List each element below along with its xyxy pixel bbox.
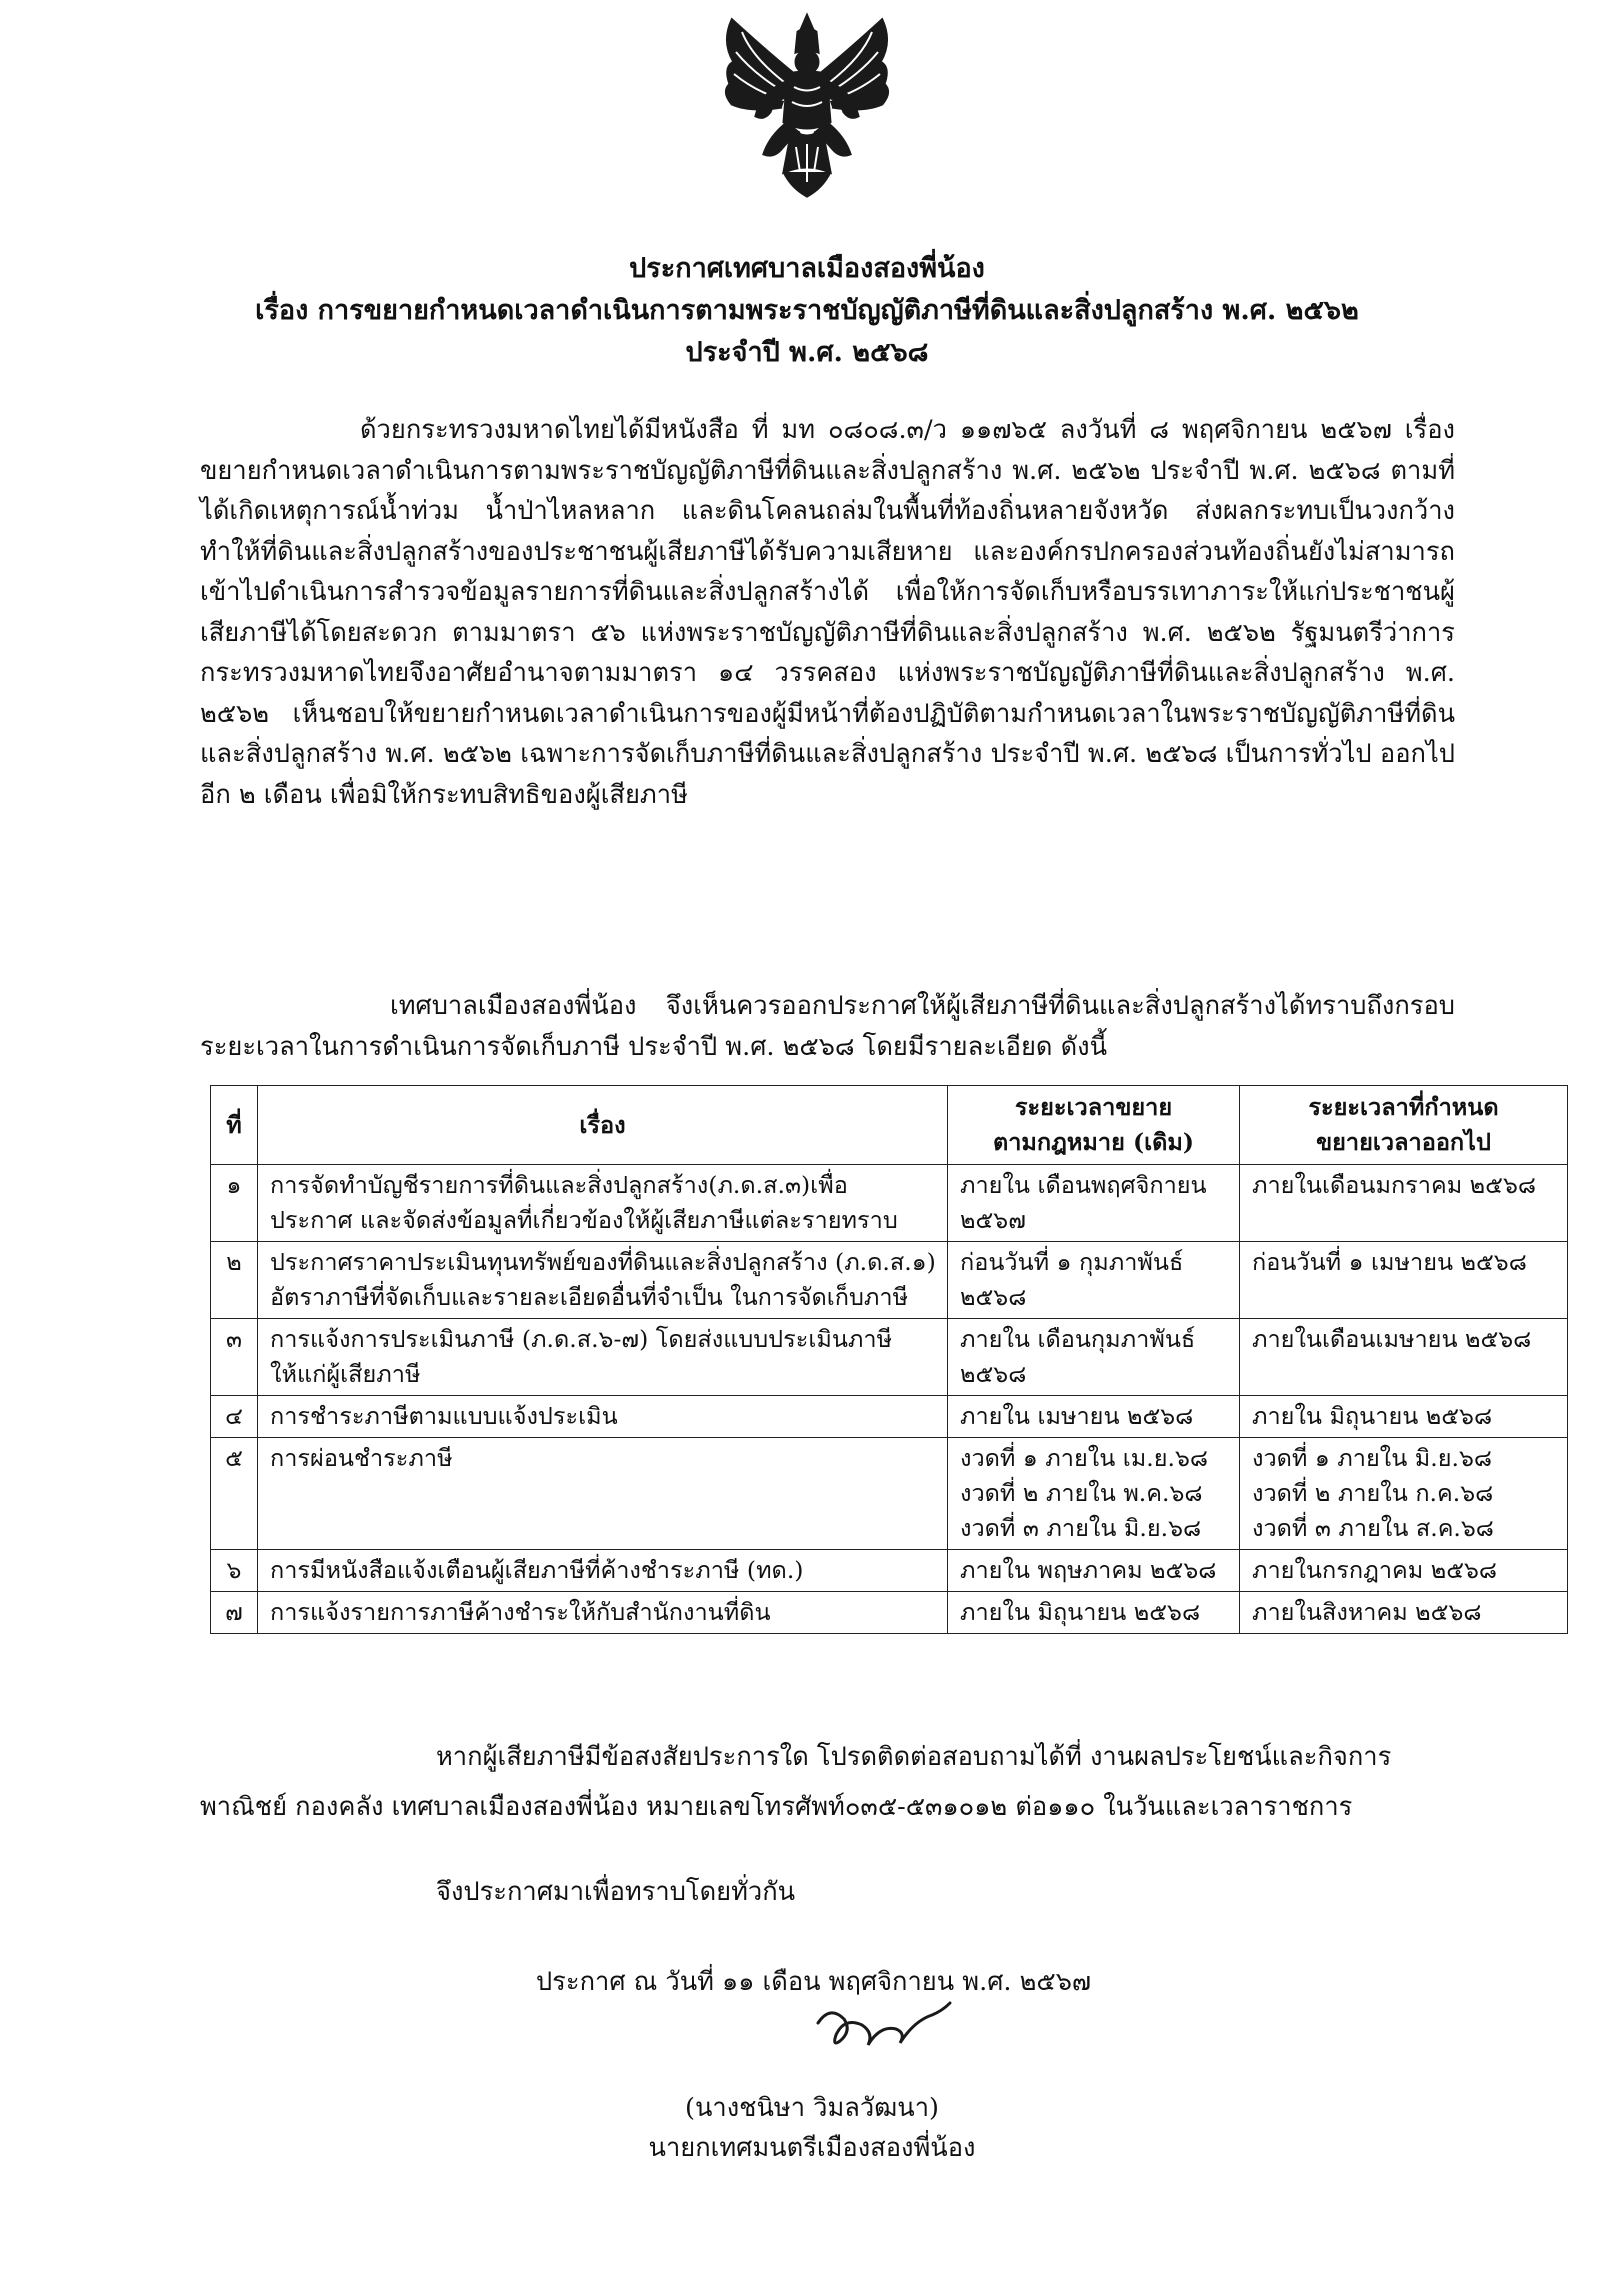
row-subject-line: ให้แก่ผู้เสียภาษี [270,1360,421,1388]
header-original-line2: ตามกฎหมาย (เดิม) [992,1128,1195,1156]
row-subject-line: ประกาศ และจัดส่งข้อมูลที่เกี่ยวข้องให้ผู้เสียภาษีแต่ละรายทราบ [270,1206,898,1234]
row-subject [258,1396,948,1438]
closing-statement: จึงประกาศมาเพื่อทราบโดยทั่วกัน [436,1877,796,1907]
row-original-period-line: ภายใน เมษายน ๒๕๖๘ [960,1402,1194,1430]
contact-line1: หากผู้เสียภาษีมีข้อสงสัยประการใด โปรดติดต่อสอบถามได้ที่ งานผลประโยชน์และกิจการ [436,1742,1392,1772]
announcement-header [0,248,1614,374]
table-row [211,1396,1568,1438]
header-extended-line2: ขยายเวลาออกไป [1316,1128,1491,1156]
header-original-line1: ระยะเวลาขยาย [1014,1093,1173,1121]
row-extended-period [1240,1396,1568,1438]
row-extended-period-line: ภายใน มิถุนายน ๒๕๖๘ [1252,1402,1493,1430]
garuda-emblem-icon [712,12,902,200]
row-original-period [948,1165,1240,1242]
announcement-fiscal-year: ประจำปี พ.ศ. ๒๕๖๘ [685,337,929,368]
row-extended-period [1240,1242,1568,1319]
row-number: ๖ [211,1550,258,1592]
row-original-period-line: ๒๕๖๘ [960,1283,1027,1311]
row-original-period [948,1550,1240,1592]
row-number: ๒ [211,1242,258,1319]
row-extended-period [1240,1592,1568,1634]
table-row [211,1319,1568,1396]
row-subject-line: ประกาศราคาประเมินทุนทรัพย์ของที่ดินและสิ่งปลูกสร้าง (ภ.ด.ส.๑) [270,1248,936,1276]
row-subject [258,1242,948,1319]
row-subject [258,1592,948,1634]
row-subject [258,1550,948,1592]
row-subject [258,1319,948,1396]
announcement-title: ประกาศเทศบาลเมืองสองพี่น้อง [629,253,985,284]
row-extended-period-line: งวดที่ ๑ ภายใน มิ.ย.๖๘ [1252,1444,1492,1472]
table-row [211,1592,1568,1634]
row-extended-period-line: งวดที่ ๓ ภายใน ส.ค.๖๘ [1252,1514,1494,1542]
paragraph-contact [200,1732,1460,1832]
row-number: ๓ [211,1319,258,1396]
handwritten-signature-icon [810,1995,960,2060]
row-extended-period-line: ภายในสิงหาคม ๒๕๖๘ [1252,1598,1482,1626]
row-extended-period-line: ภายในเดือนมกราคม ๒๕๖๘ [1252,1171,1537,1199]
announcement-subject: เรื่อง การขยายกำหนดเวลาดำเนินการตามพระราชบัญญัติภาษีที่ดินและสิ่งปลูกสร้าง พ.ศ. ๒๕๖๒ [255,295,1359,326]
row-number: ๑ [211,1165,258,1242]
paragraph-intro-schedule: เทศบาลเมืองสองพี่น้อง จึงเห็นควรออกประกาศให้ผู้เสียภาษีที่ดินและสิ่งปลูกสร้างได้ทราบถึงกรอบระยะเวลาในการดำเนินการจัดเก็บภาษี ประจำปี พ.ศ. ๒๕๖๘ โดยมีรายละเอียด ดังนี้ [200,991,1455,1062]
schedule-table-body [211,1165,1568,1634]
row-subject-line: การจัดทำบัญชีรายการที่ดินและสิ่งปลูกสร้าง(ภ.ด.ส.๓)เพื่อ [270,1171,848,1199]
row-subject-line: การผ่อนชำระภาษี [270,1444,453,1472]
table-row [211,1242,1568,1319]
row-original-period [948,1592,1240,1634]
row-original-period-line: ภายใน มิถุนายน ๒๕๖๘ [960,1598,1201,1626]
paragraph-background: ด้วยกระทรวงมหาดไทยได้มีหนังสือ ที่ มท ๐๘๐๘.๓/ว ๑๑๗๖๕ ลงวันที่ ๘ พฤศจิกายน ๒๕๖๗ เรื่องขยายกำหนดเวลาดำเนินการตามพระราชบัญญัติภาษีที่ดินและสิ่งปลูกสร้าง พ.ศ. ๒๕๖๒ ประจำปี พ.ศ. ๒๕๖๘ ตามที่ ได้เกิดเหตุการณ์น้ำท่วม น้ำป่าไหลหลาก และดินโคลนถล่มในพื้นที่ท้องถิ่นหลายจังหวัด ส่งผลกระทบเป็นวงกว้างทำให้ที่ดินและสิ่งปลูกสร้างของประชาชนผู้เสียภาษีได้รับความเสียหาย และองค์กรปกครองส่วนท้องถิ่นยังไม่สามารถเข้าไปดำเนินการสำรวจข้อมูลรายการที่ดินและสิ่งปลูกสร้างได้ เพื่อให้การจัดเก็บหรือบรรเทาภาระให้แก่ประชาชนผู้เสียภาษีได้โดยสะดวก ตามมาตรา ๕๖ แห่งพระราชบัญญัติภาษีที่ดินและสิ่งปลูกสร้าง พ.ศ. ๒๕๖๒ รัฐมนตรีว่าการกระทรวงมหาดไทยจึงอาศัยอำนาจตามมาตรา ๑๔ วรรคสอง แห่งพระราชบัญญัติภาษีที่ดินและสิ่งปลูกสร้าง พ.ศ. ๒๕๖๒ เห็นชอบให้ขยายกำหนดเวลาดำเนินการของผู้มีหน้าที่ต้องปฏิบัติตามกำหนดเวลาในพระราชบัญญัติภาษีที่ดินและสิ่งปลูกสร้าง พ.ศ. ๒๕๖๒ เฉพาะการจัดเก็บภาษีที่ดินและสิ่งปลูกสร้าง ประจำปี พ.ศ. ๒๕๖๘ เป็นการทั่วไป ออกไปอีก ๒ เดือน เพื่อมิให้กระทบสิทธิของผู้เสียภาษี [200,415,1455,810]
table-header-row [211,1086,1568,1165]
signer-name: (นางชนิษา วิมลวัฒนา) [685,2093,939,2123]
row-original-period-line: ก่อนวันที่ ๑ กุมภาพันธ์ [960,1248,1184,1276]
row-subject-line: อัตราภาษีที่จัดเก็บและรายละเอียดอื่นที่จำเป็น ในการจัดเก็บภาษี [270,1283,909,1311]
row-extended-period-line: งวดที่ ๒ ภายใน ก.ค.๖๘ [1252,1479,1494,1507]
header-no: ที่ [211,1086,258,1165]
contact-line2: พาณิชย์ กองคลัง เทศบาลเมืองสองพี่น้อง หมายเลขโทรศัพท์๐๓๕-๕๓๑๐๑๒ ต่อ๑๑๐ ในวันและเวลาราชการ [200,1792,1353,1822]
row-original-period [948,1319,1240,1396]
signer-position: นายกเทศมนตรีเมืองสองพี่น้อง [648,2133,976,2163]
row-subject [258,1165,948,1242]
row-original-period [948,1396,1240,1438]
table-row [211,1438,1568,1550]
row-number: ๔ [211,1396,258,1438]
row-subject-line: การมีหนังสือแจ้งเตือนผู้เสียภาษีที่ค้างชำระภาษี (ทด.) [270,1556,804,1584]
row-extended-period-line: ภายในกรกฎาคม ๒๕๖๘ [1252,1556,1498,1584]
row-extended-period-line: ก่อนวันที่ ๑ เมษายน ๒๕๖๘ [1252,1248,1527,1276]
row-subject-line: การชำระภาษีตามแบบแจ้งประเมิน [270,1402,618,1430]
row-original-period-line: ภายใน พฤษภาคม ๒๕๖๘ [960,1556,1217,1584]
table-row [211,1550,1568,1592]
row-subject [258,1438,948,1550]
header-original-period [948,1086,1240,1165]
row-number: ๗ [211,1592,258,1634]
row-original-period-line: ภายใน เดือนพฤศจิกายน [960,1171,1207,1199]
header-extended-period [1240,1086,1568,1165]
schedule-table [210,1085,1568,1634]
row-original-period [948,1438,1240,1550]
table-row [211,1165,1568,1242]
header-subject: เรื่อง [258,1086,948,1165]
row-subject-line: การแจ้งการประเมินภาษี (ภ.ด.ส.๖-๗) โดยส่งแบบประเมินภาษี [270,1325,893,1353]
row-original-period-line: งวดที่ ๑ ภายใน เม.ย.๖๘ [960,1444,1209,1472]
row-original-period-line: ๒๕๖๘ [960,1360,1027,1388]
row-original-period-line: ๒๕๖๗ [960,1206,1026,1234]
row-number: ๕ [211,1438,258,1550]
row-extended-period [1240,1165,1568,1242]
row-original-period-line: ภายใน เดือนกุมภาพันธ์ [960,1325,1196,1353]
row-original-period-line: งวดที่ ๓ ภายใน มิ.ย.๖๘ [960,1514,1202,1542]
row-extended-period-line: ภายในเดือนเมษายน ๒๕๖๘ [1252,1325,1532,1353]
row-extended-period [1240,1438,1568,1550]
row-extended-period [1240,1319,1568,1396]
announcement-date: ประกาศ ณ วันที่ ๑๑ เดือน พฤศจิกายน พ.ศ. ๒๕๖๗ [536,1967,1092,1997]
row-original-period [948,1242,1240,1319]
header-extended-line1: ระยะเวลาที่กำหนด [1308,1093,1499,1121]
row-original-period-line: งวดที่ ๒ ภายใน พ.ค.๖๘ [960,1479,1203,1507]
row-subject-line: การแจ้งรายการภาษีค้างชำระให้กับสำนักงานที่ดิน [270,1598,771,1626]
row-extended-period [1240,1550,1568,1592]
